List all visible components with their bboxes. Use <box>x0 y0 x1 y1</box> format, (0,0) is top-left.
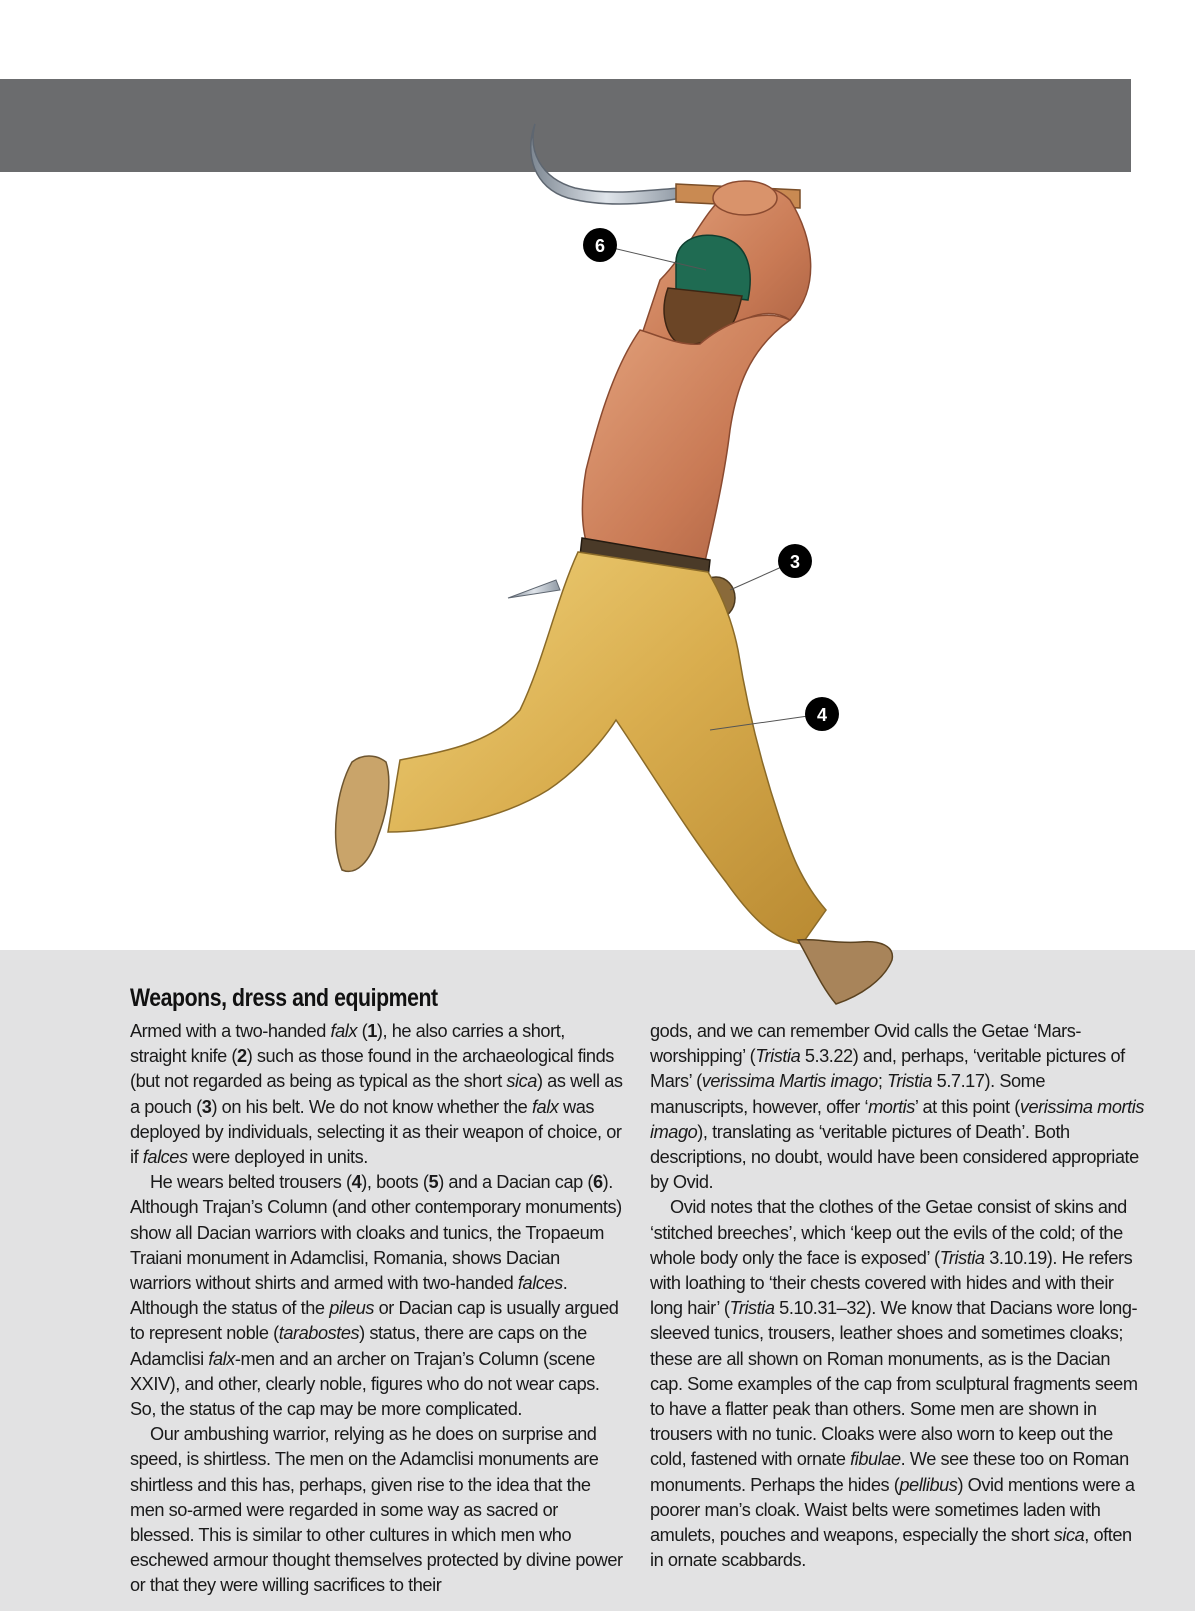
text-run: 3.10.19). He refers with loathing to ‘their chests covered with hides and with their long hair’ ( <box>650 1247 1133 1319</box>
text-run: was deployed by individuals, selecting it as their weapon of choice, or if <box>130 1096 622 1168</box>
text-run: Ovid notes that the clothes of the Getae consist of skins and ‘stitched breeches’, which ‘keep out the evils of the cold; of the whole body only the face is exposed’ ( <box>650 1197 1127 1268</box>
text-run: ) and a Dacian cap ( <box>438 1172 593 1193</box>
text-run: ( <box>357 1021 368 1041</box>
text-run: . Although the status of the <box>130 1273 568 1319</box>
left-paragraph-3 <box>130 1422 625 1598</box>
text-run: sica <box>1053 1525 1085 1546</box>
left-column <box>130 1019 625 1599</box>
text-run: ), translating as ‘veritable pictures of Death’. Both descriptions, no doubt, would have been considered appropriate by Ovid. <box>650 1121 1139 1193</box>
text-run: ) on his belt. We do not know whether the <box>211 1096 532 1117</box>
right-boot <box>798 940 892 1004</box>
text-run: ), he also carries a short, straight knife ( <box>130 1021 565 1067</box>
text-run: 3 <box>201 1096 212 1117</box>
trousers <box>388 552 826 944</box>
text-run: Tristia <box>939 1247 985 1268</box>
text-run: ), boots ( <box>361 1172 429 1193</box>
text-run: sica <box>506 1071 537 1092</box>
text-run: 4 <box>351 1172 362 1193</box>
text-run: 5.7.17). Some manuscripts, however, offer ‘ <box>650 1071 1046 1117</box>
knife <box>508 580 560 598</box>
text-run: falx <box>531 1096 559 1117</box>
text-run: falces <box>517 1273 563 1294</box>
text-run: were deployed in units. <box>187 1147 368 1168</box>
text-run: verissima mortis imago <box>650 1096 1144 1142</box>
section-heading: Weapons, dress and equipment <box>130 984 438 1012</box>
left-boot <box>336 756 389 871</box>
svg-text:3: 3 <box>789 552 801 572</box>
text-run: Armed with a two-handed <box>130 1021 331 1041</box>
left-paragraph-2 <box>130 1170 625 1422</box>
svg-text:4: 4 <box>816 705 828 725</box>
text-run: verissima Martis imago <box>701 1071 878 1092</box>
text-run: fibulae <box>850 1449 901 1470</box>
callout-3 <box>778 544 812 578</box>
text-run: ) status, there are caps on the Adamclisi <box>130 1323 587 1369</box>
right-paragraph-1 <box>650 1019 1145 1195</box>
callout-4 <box>805 697 839 731</box>
right-paragraph-2 <box>650 1195 1145 1573</box>
text-run: 5.3.22) and, perhaps, ‘veritable pictures of Mars’ ( <box>650 1046 1125 1092</box>
text-run: tarabostes <box>278 1323 360 1344</box>
text-run: mortis <box>868 1096 915 1117</box>
text-run: pileus <box>329 1298 375 1319</box>
callout-6 <box>583 228 617 262</box>
text-run: 6 <box>592 1172 603 1193</box>
text-run: ; <box>877 1071 888 1092</box>
text-run: , often in ornate scabbards. <box>650 1525 1132 1571</box>
text-run: or Dacian cap is usually argued to represent noble ( <box>130 1298 619 1344</box>
text-run: ) Ovid mentions were a poorer man’s cloak. Waist belts were sometimes laden with amulets, pouches and weapons, especially the short <box>650 1474 1135 1546</box>
text-run: He wears belted trousers ( <box>150 1172 352 1193</box>
text-run: Tristia <box>729 1298 775 1319</box>
text-run: . We see these too on Roman monuments. Perhaps the hides ( <box>650 1449 1129 1495</box>
text-run: ). Although Trajan’s Column (and other contemporary monuments) show all Dacian warriors with cloaks and tunics, the Tropaeum Traiani monument in Adamclisi, Romania, shows Dacian warriors without shirts and armed with two-handed <box>130 1172 622 1294</box>
text-run: Tristia <box>887 1071 933 1092</box>
left-paragraph-1 <box>130 1019 625 1170</box>
text-run: 5.10.31–32). We know that Dacians wore long-sleeved tunics, trousers, leather shoes and sometimes cloaks; these are all shown on Roman monuments, as is the Dacian cap. Some examples of the cap from sculptural fragments seem to have a flatter peak than others. Some men are shown in trousers with no tunic. Cloaks were also worn to keep out the cold, fastened with ornate <box>650 1298 1138 1470</box>
text-run: falces <box>142 1147 188 1168</box>
right-column <box>650 1019 1145 1573</box>
text-run: ) as well as a pouch ( <box>130 1071 623 1117</box>
text-run: -men and an archer on Trajan’s Column (scene XXIV), and other, clearly noble, figures who do not wear caps. So, the status of the cap may be more complicated. <box>130 1348 600 1420</box>
text-run: falx <box>208 1348 235 1369</box>
text-run: ’ at this point ( <box>914 1096 1020 1117</box>
text-run: ) such as those found in the archaeological finds (but not regarded as being as typical as the short <box>130 1046 614 1092</box>
text-run: pellibus <box>899 1474 958 1495</box>
warrior-torso <box>582 315 790 566</box>
svg-text:6: 6 <box>594 236 606 256</box>
warrior-hands <box>713 181 777 215</box>
text-run: falx <box>330 1021 358 1041</box>
text-run: 5 <box>428 1172 439 1193</box>
falx-blade <box>531 124 682 204</box>
text-run: gods, and we can remember Ovid calls the Getae ‘Mars-worshipping’ ( <box>650 1021 1082 1067</box>
text-run: 2 <box>237 1046 247 1067</box>
text-run: Our ambushing warrior, relying as he does on surprise and speed, is shirtless. The men on the Adamclisi monuments are shirtless and this has, perhaps, given rise to the idea that the men so-armed were regarded in some way as sacred or blessed. This is similar to other cultures in which men who eschewed armour thought themselves protected by divine power or that they were willing sacrifices to their <box>130 1424 623 1596</box>
text-run: Tristia <box>755 1046 801 1067</box>
text-run: 1 <box>367 1021 377 1041</box>
